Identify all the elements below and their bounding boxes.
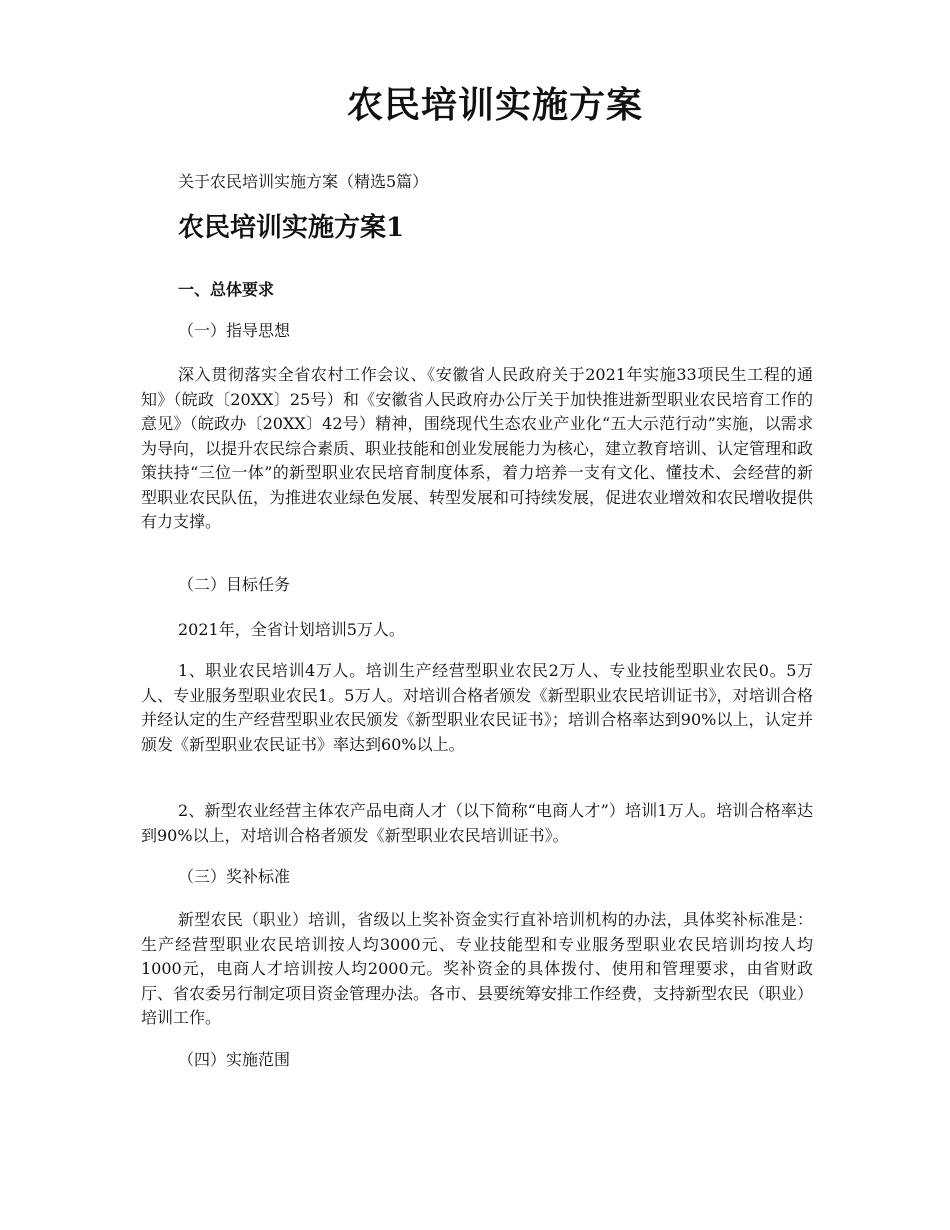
document-subtitle: 关于农民培训实施方案（精选5篇） — [178, 172, 429, 191]
paragraph-targets-intro: 2021年，全省计划培训5万人。 — [178, 620, 405, 639]
heading-scope: （四）实施范围 — [178, 1050, 291, 1069]
part1-heading: 一、总体要求 — [178, 280, 275, 299]
paragraph-subsidy: 新型农民（职业）培训，省级以上奖补资金实行直补培训机构的办法，具体奖补标准是：生产经营型职业农民培训按人均3000元、专业技能型和专业服务型职业农民培训均按人均1000元，电商人才培训按人均2000元。奖补资金的具体拨付、使用和管理要求，由省财政厅、省农委另行制定项目资金管理办法。各市、县要统筹安排工作经费，支持新型农民（职业）培训工作。 — [141, 910, 814, 1027]
section-title: 农民培训实施方案1 — [178, 213, 405, 243]
paragraph-targets-2: 2、新型农业经营主体农产品电商人才（以下简称“电商人才”）培训1万人。培训合格率达到90%以上，对培训合格者颁发《新型职业农民培训证书》。 — [141, 801, 813, 845]
heading-targets: （二）目标任务 — [178, 575, 291, 594]
heading-subsidy: （三）奖补标准 — [178, 867, 291, 886]
heading-guiding-thought: （一）指导思想 — [178, 321, 291, 340]
document-title: 农民培训实施方案 — [346, 84, 643, 126]
paragraph-guiding-thought: 深入贯彻落实全省农村工作会议、《安徽省人民政府关于2021年实施33项民生工程的通知》（皖政〔20XX〕25号）和《安徽省人民政府办公厅关于加快推进新型职业农民培育工作的意见》（皖政办〔20XX〕42号）精神，围绕现代生态农业产业化“五大示范行动”实施，以需求为导向，以提升农民综合素质、职业技能和创业发展能力为核心，建立教育培训、认定管理和政策扶持“三位一体”的新型职业农民培育制度体系，着力培养一支有文化、懂技术、会经营的新型职业农民队伍，为推进农业绿色发展、转型发展和可持续发展，促进农业增效和农民增收提供有力支撑。 — [141, 365, 814, 531]
paragraph-targets-1: 1、职业农民培训4万人。培训生产经营型职业农民2万人、专业技能型职业农民0。5万人、专业服务型职业农民1。5万人。对培训合格者颁发《新型职业农民培训证书》，对培训合格并经认定的生产经营型职业农民颁发《新型职业农民证书》；培训合格率达到90%以上，认定并颁发《新型职业农民证书》率达到60%以上。 — [141, 661, 813, 754]
